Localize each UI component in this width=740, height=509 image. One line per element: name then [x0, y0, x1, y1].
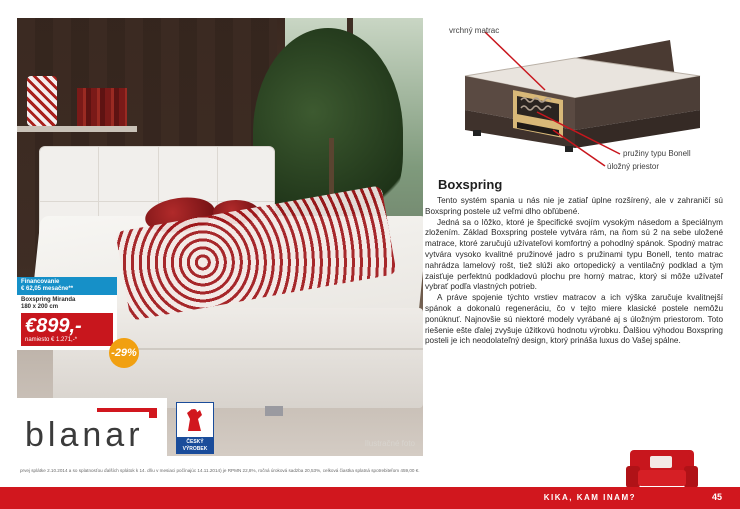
bedroom-photo — [17, 18, 423, 456]
financing-box — [17, 277, 117, 295]
page-number: 45 — [711, 492, 722, 502]
financing-fineprint: prvej splátke 2.10.2014 a so splatnosťou ďalších splátok k 14. dňu v mesiaci počínajúc 14.11.2014) je RPMN 22,8%, ročná úroková sadzba 20,53%, celková čiastka splatná spotrebiteľom 459,00 €. — [20, 468, 420, 473]
boxspring-diagram — [425, 18, 723, 178]
label-bonell-springs: pružiny typu Bonell — [623, 149, 691, 158]
product-size: 180 x 200 cm — [21, 304, 59, 310]
vase — [27, 76, 57, 126]
label-storage-space: úložný priestor — [607, 162, 660, 171]
discount-badge: -29% — [109, 338, 139, 368]
financing-value: € 62,05 mesačne** — [21, 286, 74, 292]
article-paragraph: A práve spojenie týchto vrstiev matracov a ich výška zaručuje kvalitnejší spánok a dokonalú regeneráciu, čo v tejto miere klasické postele nemôžu ponúknuť. Najnovšie sú niektoré modely vyrábané aj s úložným priestorom. Toto riešenie ešte ďalej zvyšuje úžitkovú hodnotu výrobku. Ďalšiou výhodou Boxspring posteli je ich neodolateľný design, ktorý prináša luxus do Vašej spálne. — [425, 293, 723, 346]
price: €899,- — [25, 315, 82, 337]
label-top-mattress: vrchný matrac — [449, 26, 500, 35]
page-footer — [0, 487, 740, 509]
article-title: Boxspring — [438, 177, 503, 192]
financing-label: Financovanie — [21, 279, 60, 285]
footer-slogan: KIKA, KAM INAM? — [543, 493, 636, 502]
price-tag — [17, 277, 117, 350]
books — [77, 88, 127, 126]
lion-icon — [176, 402, 214, 438]
old-price: namiesto € 1.271,-* — [25, 337, 78, 343]
photo-caption: Ilustračné foto — [364, 439, 415, 448]
product-box — [17, 295, 117, 350]
brand-name: blanar — [25, 416, 144, 454]
article-body — [425, 196, 723, 347]
czech-product-seal — [176, 402, 214, 454]
product-name: Boxspring Miranda — [21, 297, 76, 303]
wall-shelf — [17, 126, 137, 132]
article-paragraph: Jedná sa o lôžko, ktoré je špecifické svojím vysokým násedom a špeciálnym zložením. Základ Boxspring postele vytvára rám, na ňom sú 2 na sebe uložené matrace, ktoré zaručujú užívateľovi komfortný a pohodlný spánok. Spodný matrac vytvára vysoko kvalitné pružinové jadro s pružinami typu Bonell, tento matrac nahrádza lamelový rošt, tiež slúži ako ortopedický a ventilačný podklad a tým zaisťuje perfektnú podkladovú plochu pre horný matrac, ktorý si môže užívateľ vybrať podľa vlastných potrieb. — [425, 217, 723, 292]
article-paragraph: Tento systém spania u nás nie je zatiaľ úplne rozšírený, ale v zahraničí sú Boxspring postele už veľmi dlho obľúbené. — [425, 196, 723, 216]
seal-label: ČESKÝ VÝROBEK — [176, 438, 214, 454]
brand-logo — [17, 398, 167, 456]
price-box — [21, 313, 113, 346]
bed-leg — [265, 406, 283, 416]
